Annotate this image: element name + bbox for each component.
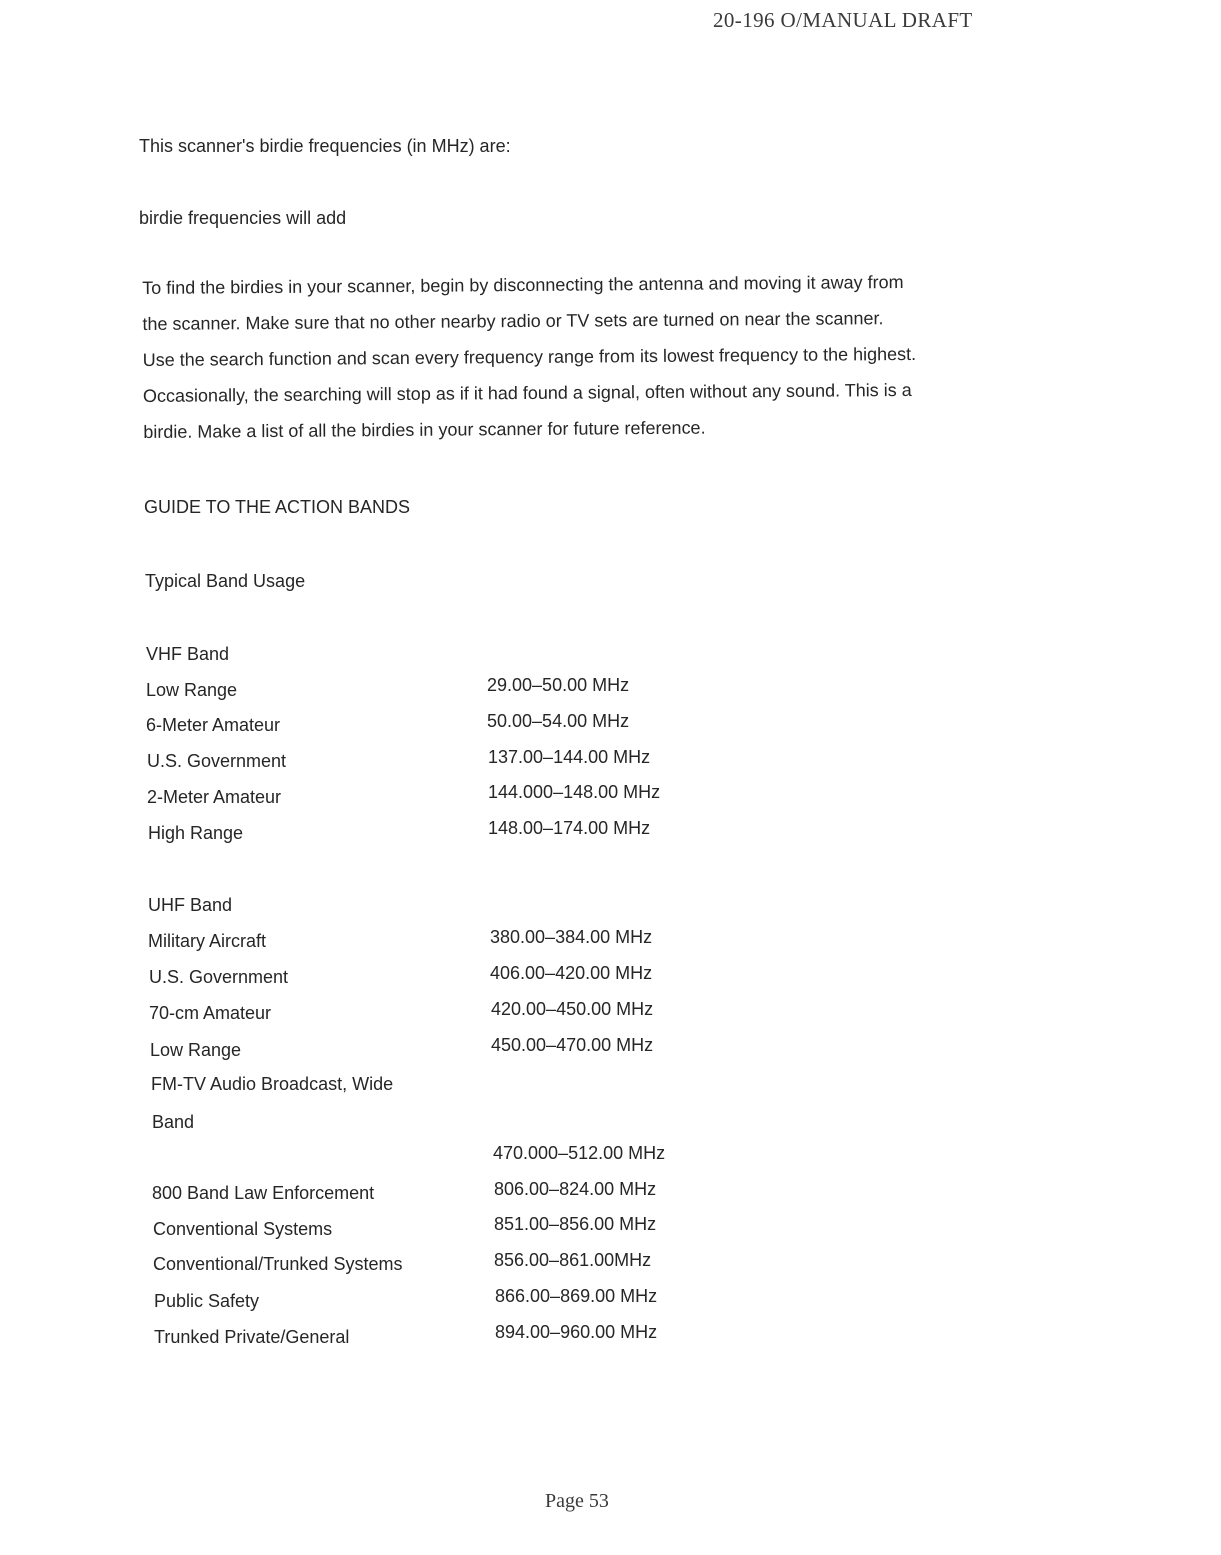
band-label: U.S. Government	[149, 967, 289, 987]
band-range: 806.00–824.00 MHz	[494, 1179, 657, 1199]
band-label: High Range	[148, 823, 244, 843]
band-label: 70-cm Amateur	[149, 1003, 272, 1023]
paragraph-line: Use the search function and scan every frequency range from its lowest frequency to the highest.	[142, 343, 917, 370]
band-range: 851.00–856.00 MHz	[494, 1214, 657, 1234]
band-range: 380.00–384.00 MHz	[490, 927, 653, 947]
band-label: Low Range	[150, 1040, 242, 1060]
band-range: 144.000–148.00 MHz	[488, 782, 661, 802]
band-label: 800 Band Law Enforcement	[152, 1183, 375, 1203]
band-range: 406.00–420.00 MHz	[490, 963, 653, 983]
band-range: 470.000–512.00 MHz	[493, 1143, 666, 1163]
band-range: 420.00–450.00 MHz	[491, 999, 654, 1019]
section-heading: GUIDE TO THE ACTION BANDS	[144, 497, 411, 517]
band-label: Trunked Private/General	[154, 1327, 350, 1347]
band-label: 6-Meter Amateur	[146, 715, 281, 735]
paragraph-line: the scanner. Make sure that no other nearby radio or TV sets are turned on near the scanner.	[142, 308, 884, 334]
band-range: 137.00–144.00 MHz	[488, 747, 651, 767]
band-range: 50.00–54.00 MHz	[487, 711, 630, 731]
birdie-intro: This scanner's birdie frequencies (in MHz) are:	[139, 136, 511, 156]
band-range: 29.00–50.00 MHz	[487, 675, 630, 695]
band-range: 148.00–174.00 MHz	[488, 818, 651, 838]
vhf-band-title: VHF Band	[146, 644, 230, 664]
band-range: 450.00–470.00 MHz	[491, 1035, 654, 1055]
band-label: Public Safety	[154, 1291, 260, 1311]
band-label: 2-Meter Amateur	[147, 787, 282, 807]
birdie-instructions	[142, 263, 1003, 450]
band-range: 866.00–869.00 MHz	[495, 1286, 658, 1306]
uhf-band-title: UHF Band	[148, 895, 233, 915]
paragraph-line: birdie. Make a list of all the birdies in your scanner for future reference.	[143, 417, 706, 442]
birdie-note: birdie frequencies will add	[139, 208, 347, 228]
page-header: 20-196 O/MANUAL DRAFT	[713, 8, 973, 32]
band-label: Military Aircraft	[148, 931, 267, 951]
band-label: U.S. Government	[147, 751, 287, 771]
band-label: Conventional Systems	[153, 1219, 333, 1239]
band-range: 894.00–960.00 MHz	[495, 1322, 658, 1342]
subheading: Typical Band Usage	[145, 571, 306, 591]
band-label: FM-TV Audio Broadcast, Wide	[151, 1074, 394, 1094]
page-number: Page 53	[545, 1490, 609, 1512]
band-range: 856.00–861.00MHz	[494, 1250, 652, 1270]
paragraph-line: To find the birdies in your scanner, begin by disconnecting the antenna and moving it away from	[142, 272, 904, 298]
band-label: Conventional/Trunked Systems	[153, 1254, 403, 1274]
band-label: Low Range	[146, 680, 238, 700]
band-label: Band	[152, 1112, 195, 1132]
paragraph-line: Occasionally, the searching will stop as if it had found a signal, often without any sound. This is a	[142, 379, 912, 406]
